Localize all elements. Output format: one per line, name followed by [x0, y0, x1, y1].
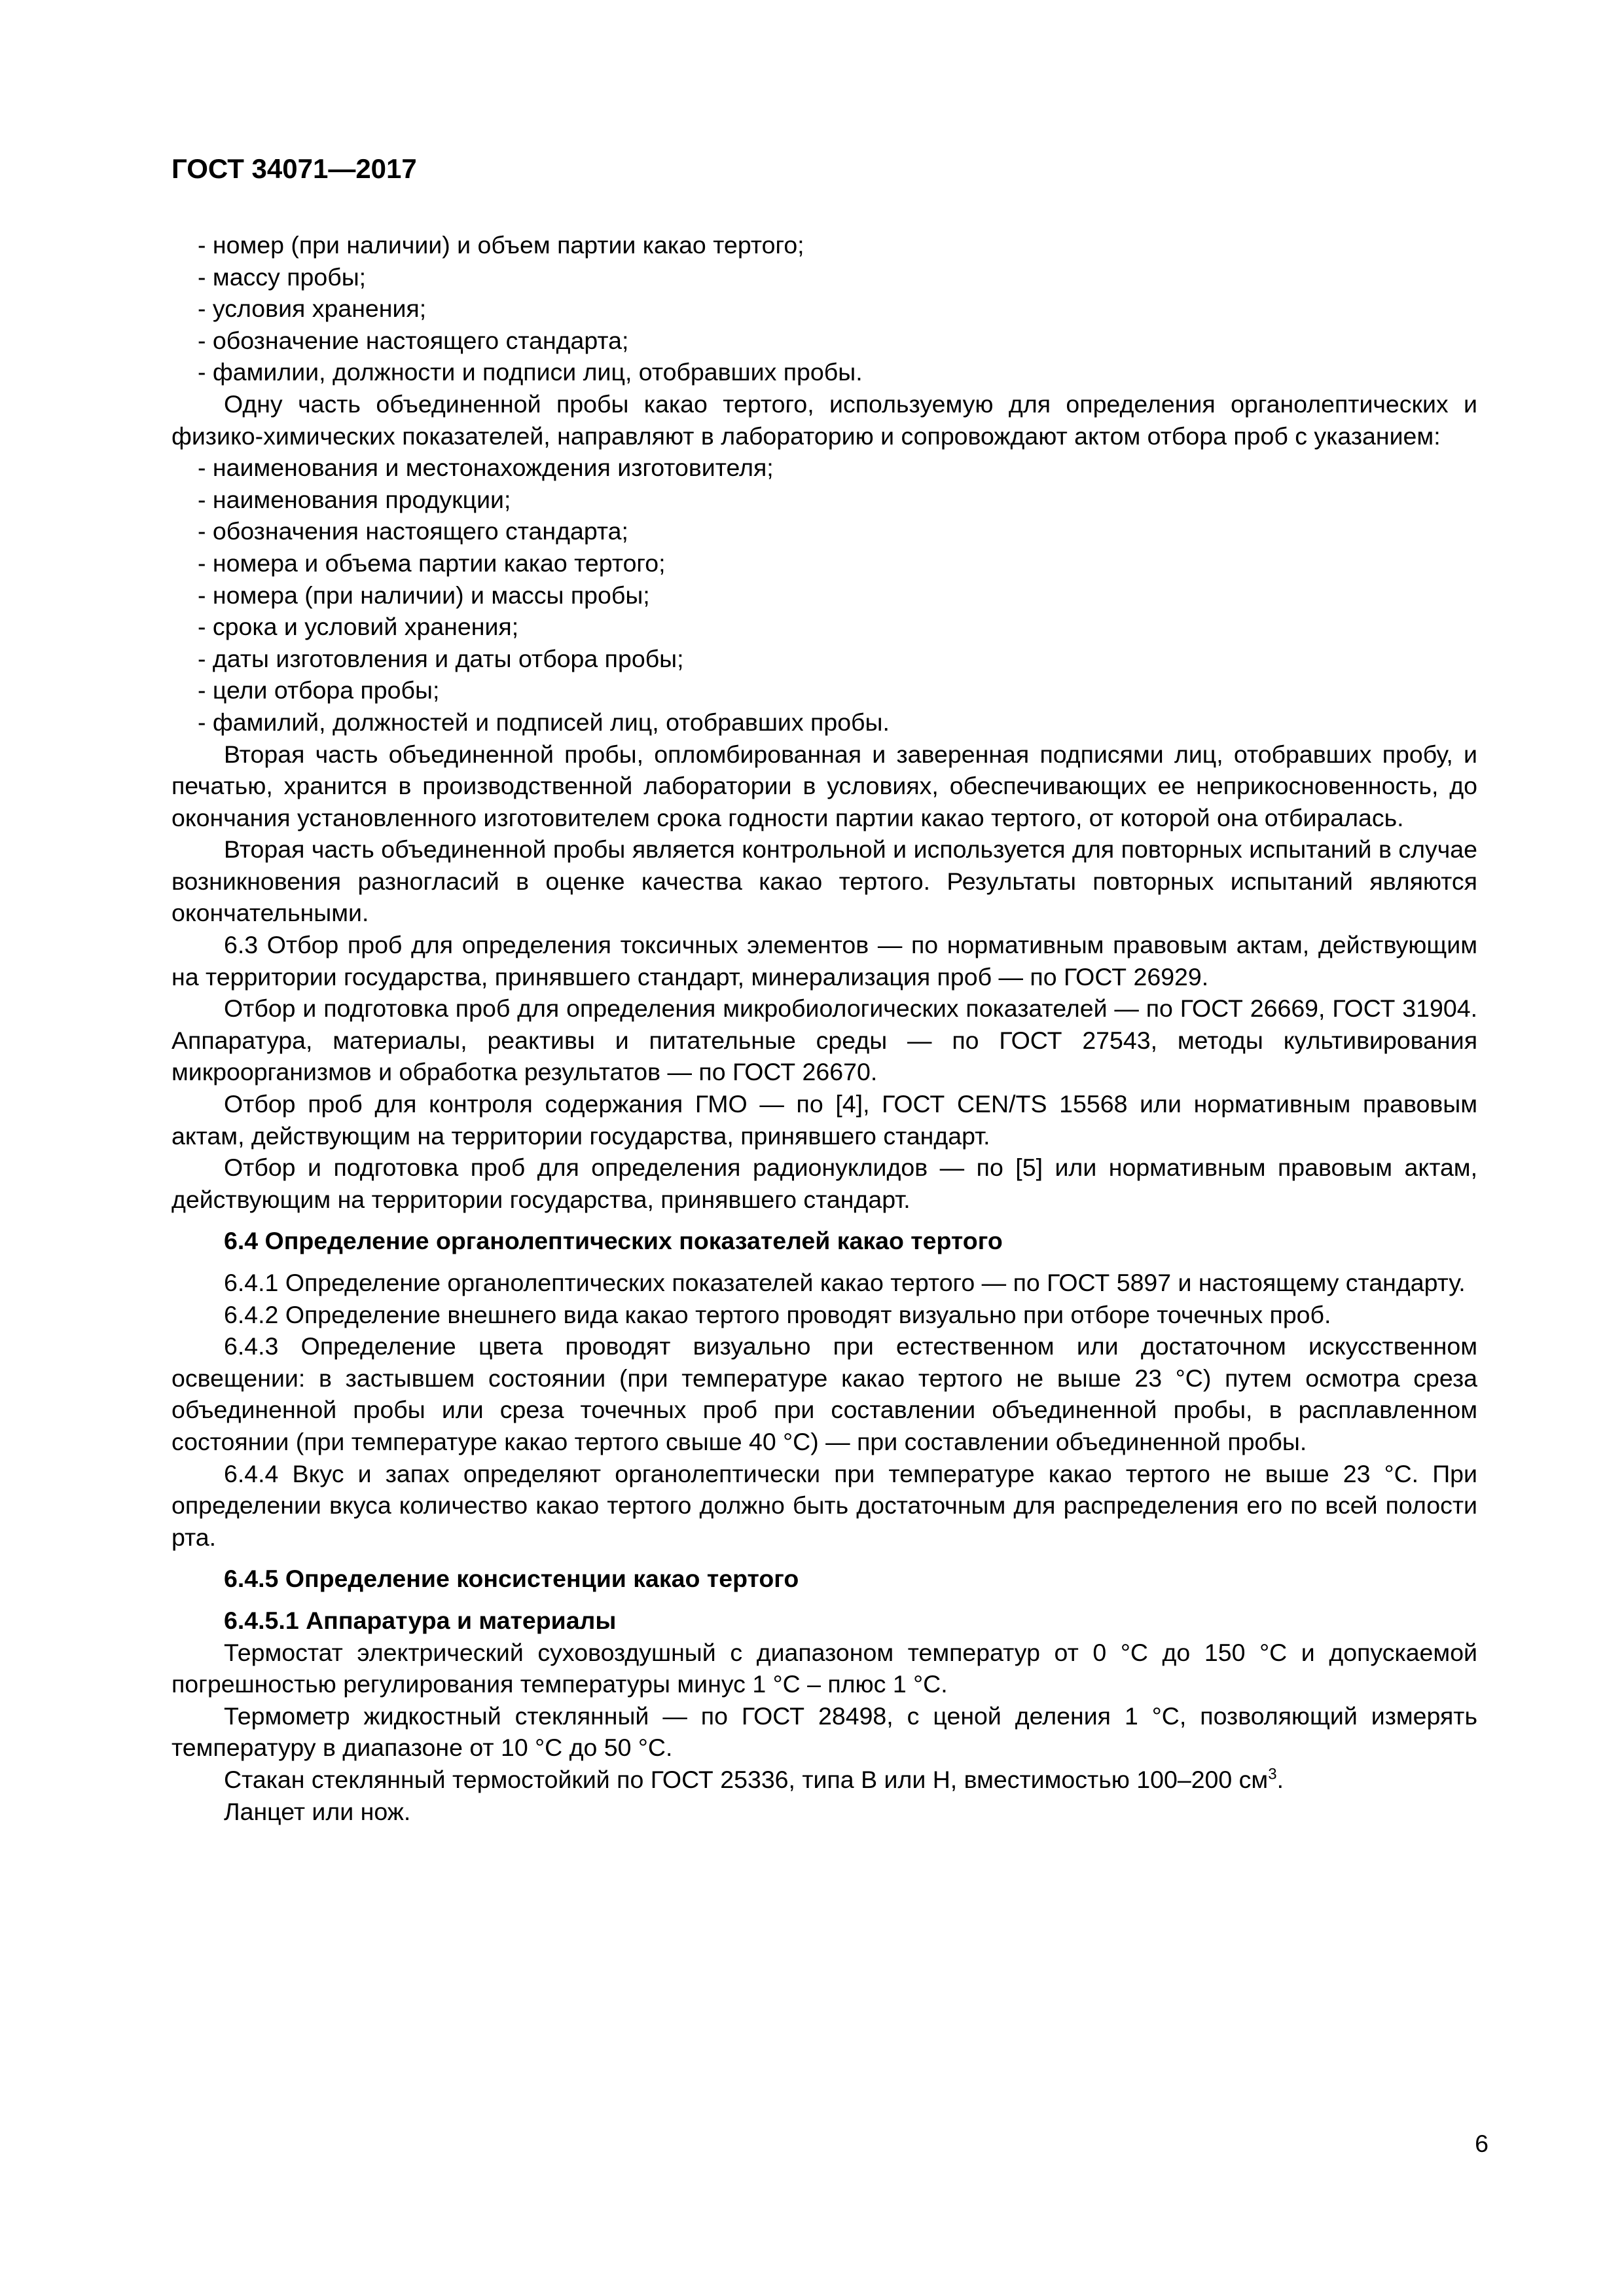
- section-heading-6-4-5: 6.4.5 Определение консистенции какао тертого: [224, 1565, 799, 1593]
- paragraph-radionuclide-sampling: Отбор и подготовка проб для определения радионуклидов — по [5] или нормативным правовым актам, действующим на территории государства, принявшего стандарт.: [171, 1154, 1477, 1213]
- paragraph-6-4-4: 6.4.4 Вкус и запах определяют органолептически при температуре какао тертого не выше 23 °С. При определении вкуса количество какао тертого должно быть достаточным для распределения его по всей полости рта.: [171, 1459, 1477, 1551]
- list-item: - обозначение настоящего стандарта;: [198, 326, 629, 354]
- list-item: - даты изготовления и даты отбора пробы;: [198, 644, 684, 672]
- paragraph-thermometer: Термометр жидкостный стеклянный — по ГОСТ 28498, с ценой деления 1 °С, позволяющий измерять температуру в диапазоне от 10 °С до 50 °С.: [171, 1702, 1477, 1762]
- paragraph-lancet: Ланцет или нож.: [224, 1797, 411, 1825]
- section-heading-6-4: 6.4 Определение органолептических показателей какао тертого: [224, 1227, 1003, 1255]
- list-item: - номера и объема партии какао тертого;: [198, 549, 666, 577]
- paragraph-microbiological-sampling: Отбор и подготовка проб для определения микробиологических показателей — по ГОСТ 26669, ГОСТ 31904. Аппаратура, материалы, реактивы и питательные среды — по ГОСТ 27543, методы культивирования микроорганизмов и обработка результатов — по ГОСТ 26670.: [171, 994, 1477, 1086]
- paragraph-thermostat: Термостат электрический суховоздушный с диапазоном температур от 0 °С до 150 °С и допускаемой погрешностью регулирования температуры минус 1 °С – плюс 1 °С.: [171, 1638, 1477, 1698]
- list-item: - обозначения настоящего стандарта;: [198, 517, 628, 545]
- page-body: [171, 229, 1477, 1827]
- list-item: - цели отбора пробы;: [198, 676, 440, 704]
- list-item: - фамилии, должности и подписи лиц, отобравших пробы.: [198, 358, 863, 386]
- list-item: - наименования продукции;: [198, 485, 511, 513]
- page-number: 6: [1475, 2130, 1489, 2157]
- paragraph-6-4-3: 6.4.3 Определение цвета проводят визуально при естественном или достаточном искусственном освещении: в застывшем состоянии (при температуре какао тертого не выше 23 °С) путем осмотра среза объединенной пробы или среза точечных проб при составлении объединенной пробы, в расплавленном состоянии (при температуре какао тертого свыше 40 °С) — при составлении объединенной пробы.: [171, 1332, 1477, 1455]
- list-sample-label-items: [171, 229, 1477, 388]
- list-item: - фамилий, должностей и подписей лиц, отобравших пробы.: [198, 708, 890, 736]
- cubic-superscript: 3: [1268, 1765, 1277, 1783]
- glass-beaker-text: Стакан стеклянный термостойкий по ГОСТ 25336, типа В или Н, вместимостью 100–200 см: [224, 1765, 1269, 1793]
- paragraph-glass-beaker: [171, 1764, 1477, 1796]
- paragraph-6-3-toxic-elements: 6.3 Отбор проб для определения токсичных элементов — по нормативным правовым актам, действующим на территории государства, принявшего стандарт, минерализация проб — по ГОСТ 26929.: [171, 931, 1477, 991]
- list-item: - номера (при наличии) и массы пробы;: [198, 581, 650, 609]
- list-item: - срока и условий хранения;: [198, 613, 519, 641]
- paragraph-6-4-2: 6.4.2 Определение внешнего вида какао тертого проводят визуально при отборе точечных проб.: [224, 1300, 1331, 1328]
- paragraph-second-part-control: Вторая часть объединенной пробы является контрольной и используется для повторных испытаний в случае возникновения разногласий в оценке качества какао тертого. Результаты повторных испытаний являются окончательными.: [171, 835, 1477, 927]
- list-sampling-act-items: [171, 452, 1477, 738]
- list-item: - наименования и местонахождения изготовителя;: [198, 454, 774, 482]
- section-heading-6-4-5-1: 6.4.5.1 Аппаратура и материалы: [224, 1606, 617, 1634]
- page-header-standard-number: ГОСТ 34071—2017: [171, 153, 417, 184]
- glass-beaker-period: .: [1276, 1765, 1284, 1793]
- list-item: - номер (при наличии) и объем партии какао тертого;: [198, 231, 804, 259]
- paragraph-gmo-sampling: Отбор проб для контроля содержания ГМО — по [4], ГОСТ CEN/TS 15568 или нормативным правовым актам, действующим на территории государства, принявшего стандарт.: [171, 1090, 1477, 1150]
- paragraph-first-part-of-sample: Одну часть объединенной пробы какао тертого, используемую для определения органолептических и физико-химических показателей, направляют в лабораторию и сопровождают актом отбора проб с указанием:: [171, 390, 1477, 450]
- list-item: - массу пробы;: [198, 263, 367, 291]
- list-item: - условия хранения;: [198, 295, 427, 323]
- paragraph-second-part-storage: Вторая часть объединенной пробы, опломбированная и заверенная подписями лиц, отобравших пробу, и печатью, хранится в производственной лаборатории в условиях, обеспечивающих ее неприкосновенность, до окончания установленного изготовителем срока годности партии какао тертого, от которой она отбиралась.: [171, 740, 1477, 831]
- paragraph-6-4-1: 6.4.1 Определение органолептических показателей какао тертого — по ГОСТ 5897 и настоящему стандарту.: [224, 1269, 1466, 1296]
